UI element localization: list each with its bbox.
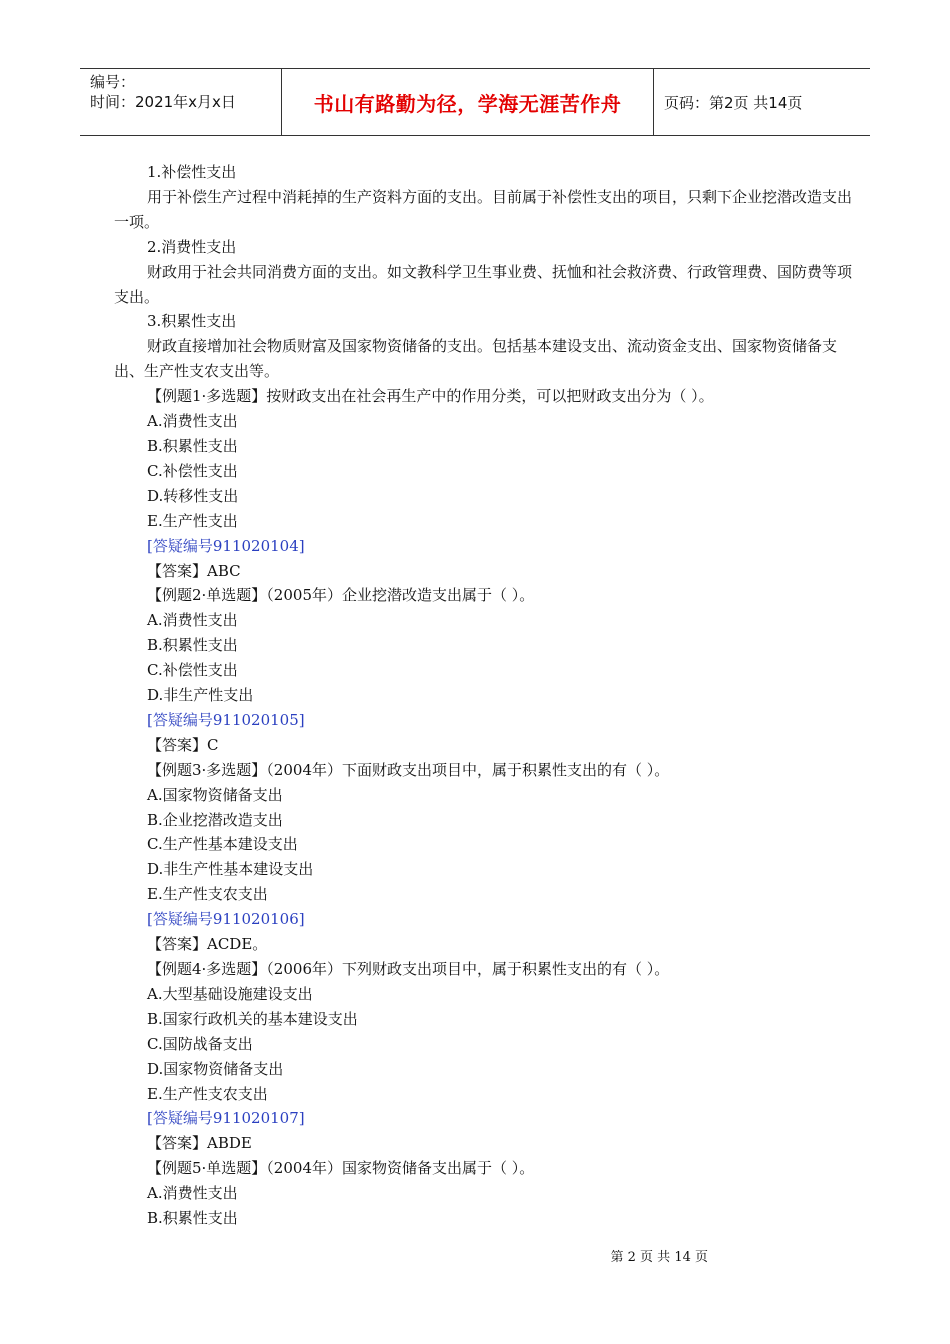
option: C.补偿性支出: [147, 661, 238, 680]
time-label: 时间：2021年x月x日: [90, 93, 236, 111]
option: A.国家物资储备支出: [147, 785, 283, 804]
header-motto-cell: [282, 69, 654, 135]
question-5: [114, 1156, 854, 1231]
question-stem: 【例题4·多选题】（2006年）下列财政支出项目中，属于积累性支出的有（ ）。: [147, 960, 670, 978]
question-2: [114, 583, 854, 757]
answer-reference-link[interactable]: [答疑编号911020105]: [147, 710, 305, 729]
question-stem: 【例题1·多选题】按财政支出在社会再生产中的作用分类，可以把财政支出分为（ ）。: [147, 387, 714, 406]
section-2: [114, 235, 854, 310]
question-1: [114, 384, 854, 583]
section-title: 3.积累性支出: [147, 312, 237, 331]
answer: 【答案】C: [147, 735, 219, 754]
question-4: [114, 957, 854, 1156]
option: B.企业挖潜改造支出: [147, 810, 283, 829]
answer: 【答案】ABDE: [147, 1134, 252, 1153]
option: B.国家行政机关的基本建设支出: [147, 1009, 358, 1028]
question-stem: 【例题2·单选题】（2005年）企业挖潜改造支出属于（ ）。: [147, 586, 535, 605]
section-title: 1.补偿性支出: [147, 163, 237, 181]
answer-reference-link[interactable]: [答疑编号911020106]: [147, 910, 305, 929]
document-body: [114, 160, 854, 1231]
option: C.补偿性支出: [147, 461, 238, 480]
option: A.消费性支出: [147, 412, 238, 431]
option: D.转移性支出: [147, 486, 239, 505]
option: A.消费性支出: [147, 1184, 238, 1203]
page-footer: [0, 1246, 950, 1265]
section-3: [114, 309, 854, 384]
option: A.消费性支出: [147, 611, 238, 630]
option: B.积累性支出: [147, 436, 238, 455]
option: C.生产性基本建设支出: [147, 835, 298, 854]
option: E.生产性支出: [147, 511, 238, 530]
page-header: [80, 68, 870, 136]
option: D.国家物资储备支出: [147, 1059, 284, 1078]
section-body: 财政直接增加社会物质财富及国家物资储备的支出。包括基本建设支出、流动资金支出、国家物资储备支出、生产性支农支出等。: [114, 337, 838, 381]
page-info: 页码：第2页 共14页: [664, 93, 803, 112]
option: E.生产性支农支出: [147, 885, 268, 904]
answer: 【答案】ABC: [147, 561, 241, 580]
section-1: [114, 160, 854, 235]
question-3: [114, 758, 854, 957]
option: B.积累性支出: [147, 1209, 238, 1228]
answer: 【答案】ACDE。: [147, 935, 268, 954]
footer-page-number: 第 2 页 共 14 页: [610, 1250, 708, 1265]
option: A.大型基础设施建设支出: [147, 984, 313, 1003]
question-stem: 【例题3·多选题】（2004年）下面财政支出项目中，属于积累性支出的有（ ）。: [147, 760, 670, 779]
number-label: 编号：: [90, 73, 136, 91]
section-title: 2.消费性支出: [147, 237, 237, 256]
option: E.生产性支农支出: [147, 1084, 268, 1103]
section-body: 财政用于社会共同消费方面的支出。如文教科学卫生事业费、抚恤和社会救济费、行政管理费、国防费等项支出。: [114, 262, 853, 306]
question-stem: 【例题5·单选题】（2004年）国家物资储备支出属于（ ）。: [147, 1159, 535, 1178]
header-left-cell: [80, 69, 282, 135]
option: D.非生产性基本建设支出: [147, 860, 314, 879]
answer-reference-link[interactable]: [答疑编号911020107]: [147, 1109, 305, 1128]
header-page-cell: [654, 69, 870, 135]
section-body: 用于补偿生产过程中消耗掉的生产资料方面的支出。目前属于补偿性支出的项目，只剩下企业挖潜改造支出一项。: [114, 187, 853, 231]
answer-reference-link[interactable]: [答疑编号911020104]: [147, 536, 305, 555]
option: B.积累性支出: [147, 636, 238, 655]
option: D.非生产性支出: [147, 686, 254, 705]
motto: 书山有路勤为径，学海无涯苦作舟: [313, 91, 622, 116]
option: C.国防战备支出: [147, 1034, 253, 1053]
